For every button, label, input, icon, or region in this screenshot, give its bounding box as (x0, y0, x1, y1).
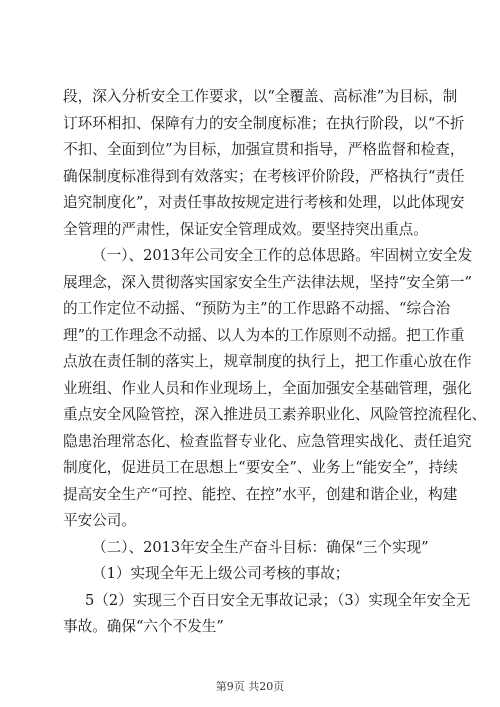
text-line: 制度化，促进员工在思想上“要安全”、业务上“能安全”，持续 (63, 459, 458, 476)
text-line: 段，深入分析安全工作要求，以“全覆盖、高标准”为目标，制 (63, 88, 458, 105)
page-number-footer: 第9页 共20页 (215, 680, 285, 693)
text-line: 订环环相扣、保障有力的安全制度标准；在执行阶段，以“不折 (63, 114, 465, 132)
text-line: 的工作定位不动摇、“预防为主”的工作思路不动摇、“综合治 (63, 300, 451, 317)
document-body (63, 84, 487, 641)
text-line: 理”的工作理念不动摇、以人为本的工作原则不动摇。把工作重 (63, 326, 465, 344)
text-line: 重点安全风险管控，深入推进员工素养职业化、风险管控流程化、 (63, 406, 487, 423)
text-line: （二）、2013年安全生产奋斗目标：确保“三个实现” (92, 538, 429, 556)
text-line: （一）、2013年公司安全工作的总体思路。牢固树立安全发 (92, 247, 473, 264)
text-line: 平安公司。 (63, 512, 136, 529)
text-line: 5（2）实现三个百日安全无事故记录；（3）实现全年安全无 (85, 591, 471, 609)
text-line: 全管理的严肃性，保证安全管理成效。要坚持突出重点。 (63, 220, 428, 238)
text-line: 隐患治理常态化、检查监督专业化、应急管理实战化、责任追究 (63, 432, 472, 450)
text-line: 追究制度化”，对责任事故按规定进行考核和处理，以此体现安 (63, 194, 465, 211)
text-line: 不扣、全面到位”为目标，加强宣贯和指导，严格监督和检查， (63, 141, 465, 158)
text-line: 业班组、作业人员和作业现场上，全面加强安全基础管理，强化 (63, 379, 472, 397)
text-line: 提高安全生产“可控、能控、在控”水平，创建和谐企业，构建 (63, 485, 458, 503)
text-line: 展理念，深入贯彻落实国家安全生产法律法规，坚持“安全第一” (63, 273, 472, 291)
text-line: 确保制度标准得到有效落实；在考核评价阶段，严格执行“责任 (63, 167, 465, 185)
text-line: 事故。确保“六个不发生” (63, 618, 224, 635)
text-line: 点放在责任制的落实上，规章制度的执行上，把工作重心放在作 (63, 353, 472, 370)
text-line: （1）实现全年无上级公司考核的事故； (92, 565, 350, 582)
